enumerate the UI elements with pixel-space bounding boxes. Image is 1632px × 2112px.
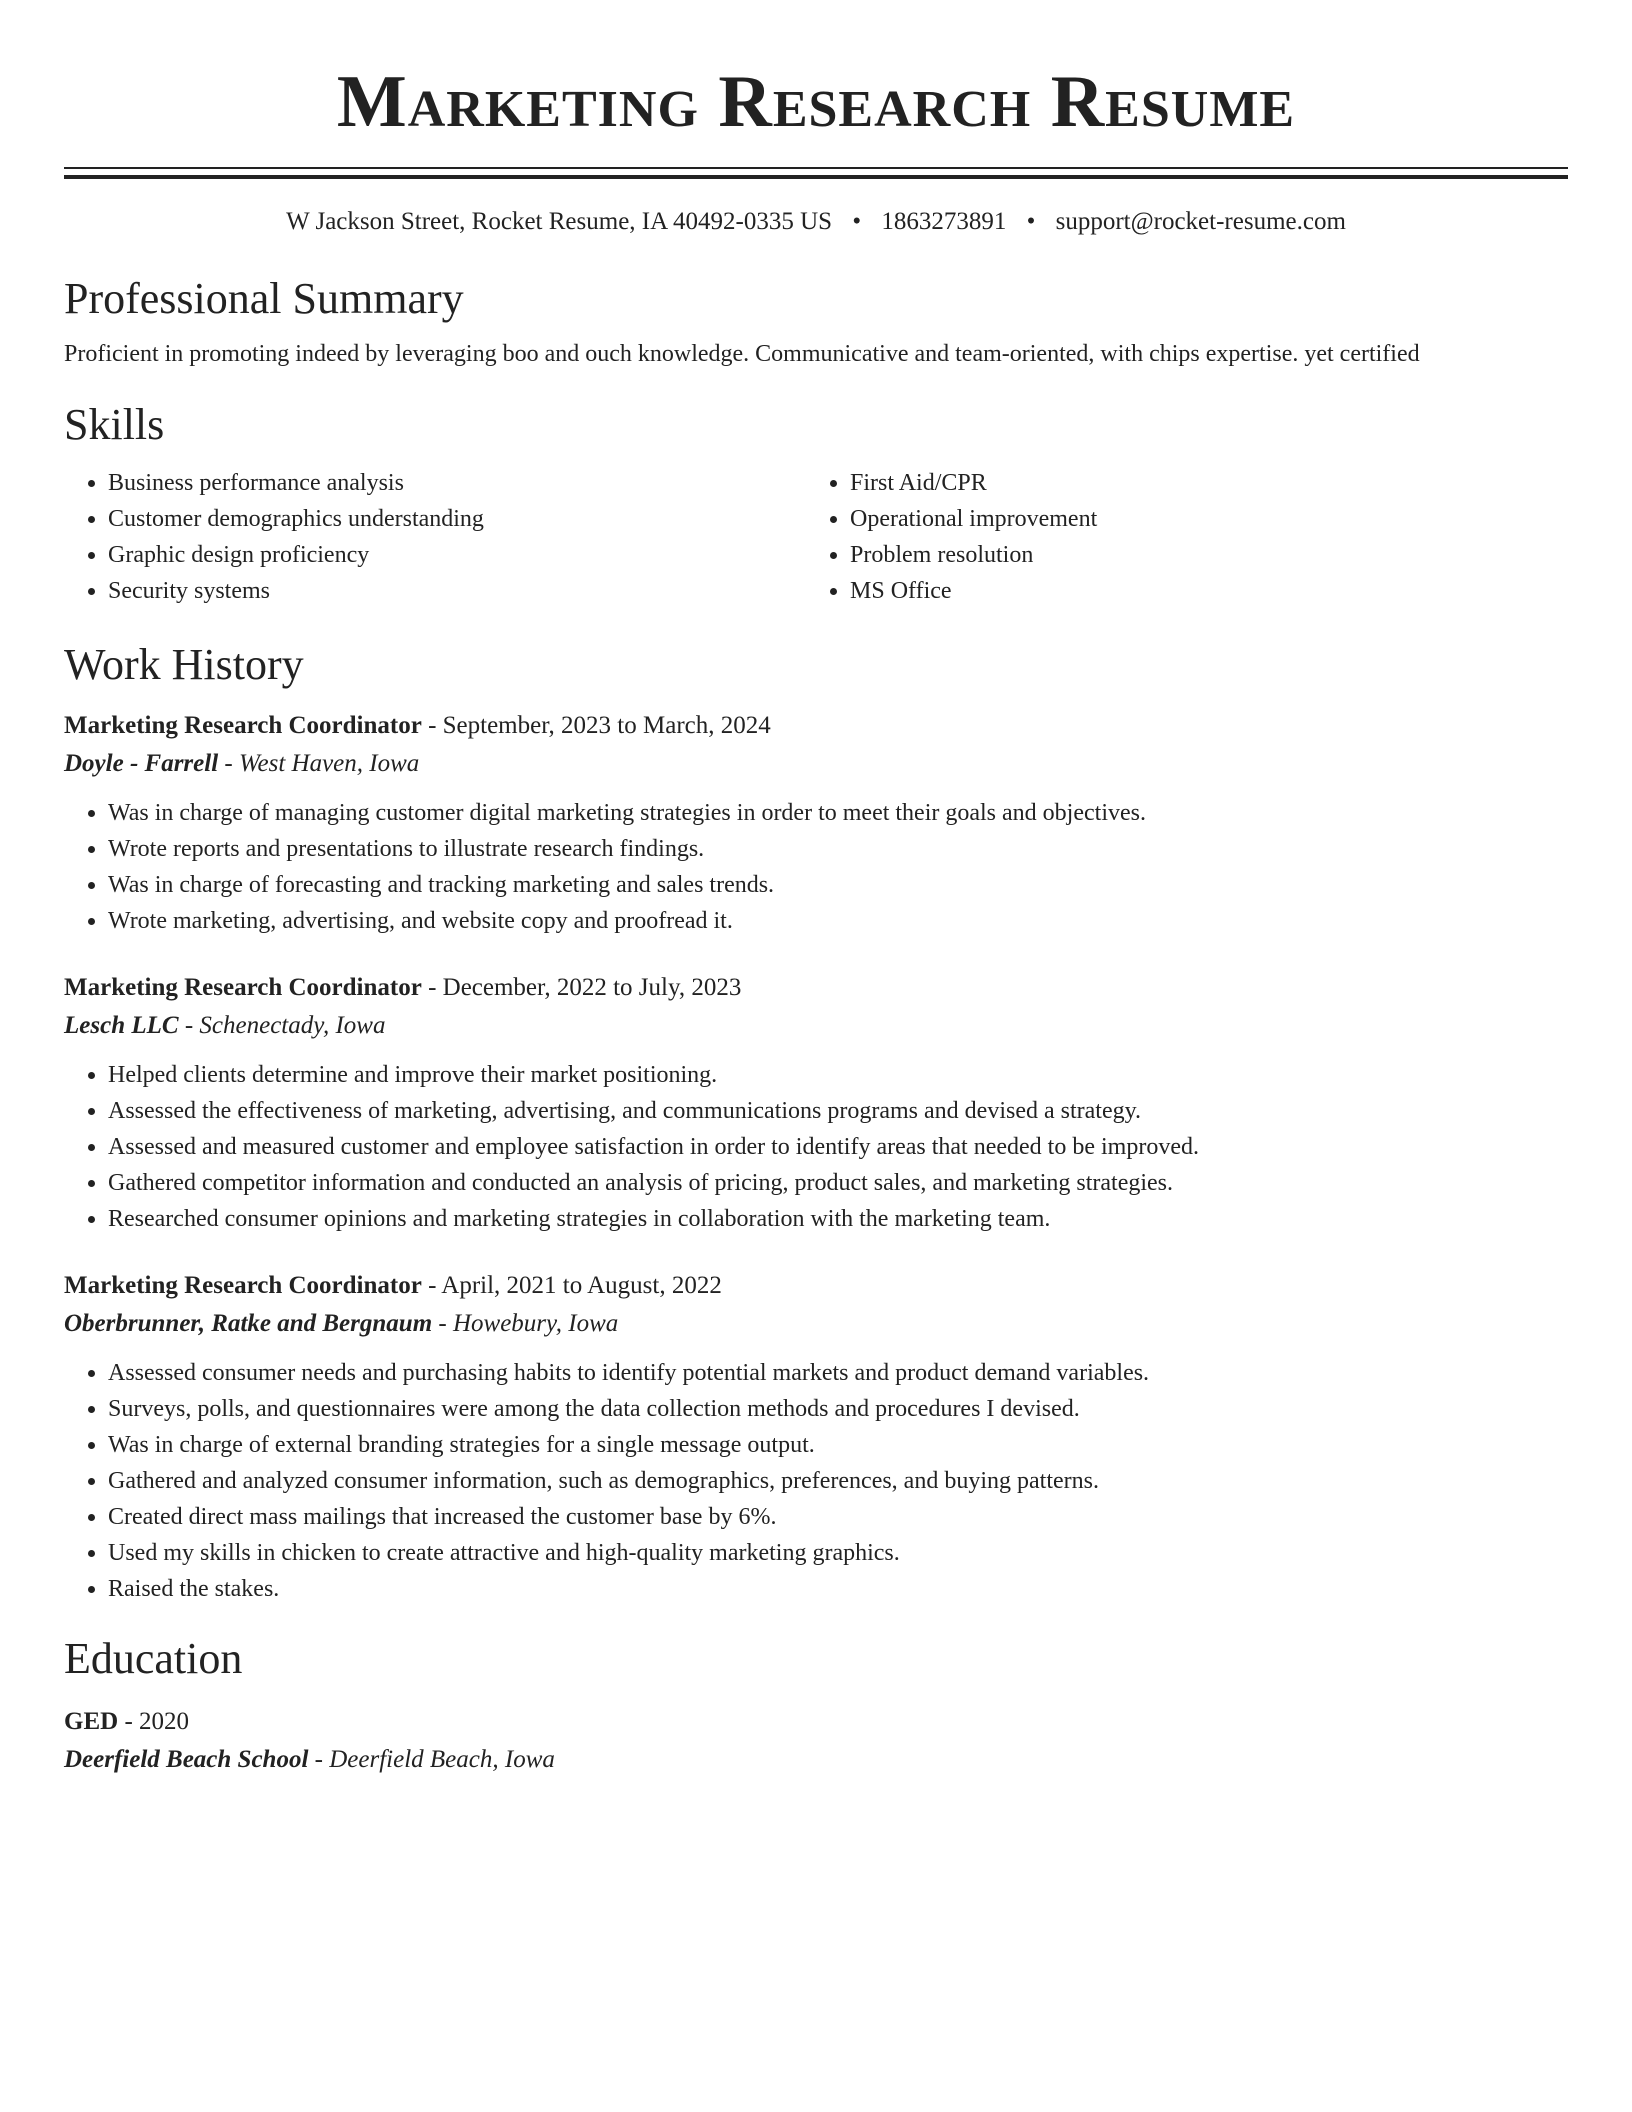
- job-dates: December, 2022 to July, 2023: [442, 974, 742, 1001]
- job-bullet: • Assessed and measured customer and employee satisfaction in order to identify areas that needed to be improved.: [108, 1129, 1568, 1165]
- job-location: West Haven, Iowa: [238, 750, 420, 777]
- skills-list: [64, 465, 1568, 609]
- job-bullet: • Was in charge of forecasting and tracking marketing and sales trends.: [108, 867, 1568, 903]
- contact-separator: •: [1026, 208, 1036, 235]
- job-bullet: • Used my skills in chicken to create attractive and high-quality marketing graphics.: [108, 1535, 1568, 1571]
- contact-phone: 1863273891: [881, 208, 1007, 235]
- resume-title: Marketing Research Resume: [336, 61, 1296, 143]
- job-role: Marketing Research Coordinator: [64, 974, 422, 1001]
- job-entry: [64, 1267, 1568, 1607]
- job-bullets: [64, 795, 1568, 939]
- skills-column-left: [64, 465, 806, 609]
- job-location: Howebury, Iowa: [452, 1310, 619, 1337]
- education-school-line: [64, 1741, 1568, 1779]
- job-company-line: [64, 1007, 1568, 1045]
- skill-item: • Security systems: [108, 573, 806, 609]
- job-role: Marketing Research Coordinator: [64, 1272, 422, 1299]
- education-degree-line: [64, 1703, 1568, 1741]
- job-title-line: [64, 969, 1568, 1007]
- skill-item: • MS Office: [850, 573, 1548, 609]
- job-bullet: • Gathered and analyzed consumer information, such as demographics, preferences, and buying patterns.: [108, 1463, 1568, 1499]
- education-school: Deerfield Beach School: [64, 1746, 309, 1773]
- job-bullet: • Wrote marketing, advertising, and website copy and proofread it.: [108, 903, 1568, 939]
- contact-line: [64, 205, 1568, 239]
- title-divider: [64, 167, 1568, 179]
- job-entry: [64, 969, 1568, 1237]
- job-bullet: • Researched consumer opinions and marketing strategies in collaboration with the marketing team.: [108, 1201, 1568, 1237]
- work-history-heading: Work History: [64, 640, 304, 689]
- job-company-line: [64, 1305, 1568, 1343]
- job-bullet: • Helped clients determine and improve their market positioning.: [108, 1057, 1568, 1093]
- skills-column-right: [806, 465, 1548, 609]
- summary-text: Proficient in promoting indeed by leveraging boo and ouch knowledge. Communicative and team-oriented, with chips expertise. yet certified: [64, 341, 1420, 367]
- education-degree: GED: [64, 1708, 119, 1735]
- education-heading: Education: [64, 1634, 243, 1683]
- job-company: Oberbrunner, Ratke and Bergnaum: [64, 1310, 433, 1337]
- job-company-line: [64, 745, 1568, 783]
- job-title-line: [64, 1267, 1568, 1305]
- job-bullet: • Created direct mass mailings that increased the customer base by 6%.: [108, 1499, 1568, 1535]
- job-role: Marketing Research Coordinator: [64, 712, 422, 739]
- job-dates: April, 2021 to August, 2022: [441, 1272, 722, 1299]
- skill-item: • Business performance analysis: [108, 465, 806, 501]
- skill-item: • Customer demographics understanding: [108, 501, 806, 537]
- skill-item: • Graphic design proficiency: [108, 537, 806, 573]
- contact-email: support@rocket-resume.com: [1055, 208, 1346, 235]
- job-entry: [64, 707, 1568, 939]
- skill-item: • Problem resolution: [850, 537, 1548, 573]
- job-company: Lesch LLC: [64, 1012, 179, 1039]
- skill-item: • First Aid/CPR: [850, 465, 1548, 501]
- job-separator: -: [421, 1272, 442, 1299]
- education-year: 2020: [139, 1708, 190, 1735]
- job-bullet: • Wrote reports and presentations to illustrate research findings.: [108, 831, 1568, 867]
- job-separator: -: [432, 1310, 453, 1337]
- job-separator: -: [421, 974, 443, 1001]
- job-bullet: • Was in charge of managing customer digital marketing strategies in order to meet their goals and objectives.: [108, 795, 1568, 831]
- job-bullet: • Raised the stakes.: [108, 1571, 1568, 1607]
- skills-heading: Skills: [64, 400, 165, 449]
- job-bullet: • Was in charge of external branding strategies for a single message output.: [108, 1427, 1568, 1463]
- job-bullet: • Assessed the effectiveness of marketing, advertising, and communications programs and devised a strategy.: [108, 1093, 1568, 1129]
- education-separator: -: [118, 1708, 140, 1735]
- education-separator: -: [308, 1746, 330, 1773]
- contact-address: W Jackson Street, Rocket Resume, IA 40492-0335 US: [286, 208, 833, 235]
- job-bullet: • Assessed consumer needs and purchasing habits to identify potential markets and product demand variables.: [108, 1355, 1568, 1391]
- job-dates: September, 2023 to March, 2024: [442, 712, 771, 739]
- education-location: Deerfield Beach, Iowa: [329, 1746, 555, 1773]
- job-location: Schenectady, Iowa: [199, 1012, 386, 1039]
- job-separator: -: [421, 712, 443, 739]
- summary-heading: Professional Summary: [64, 274, 464, 323]
- job-bullet: • Surveys, polls, and questionnaires were among the data collection methods and procedures I devised.: [108, 1391, 1568, 1427]
- contact-separator: •: [852, 208, 862, 235]
- job-company: Doyle - Farrell: [64, 750, 219, 777]
- skill-item: • Operational improvement: [850, 501, 1548, 537]
- education-entry: [64, 1703, 1568, 1779]
- job-bullets: [64, 1057, 1568, 1237]
- job-separator: -: [178, 1012, 200, 1039]
- job-title-line: [64, 707, 1568, 745]
- job-separator: -: [218, 750, 239, 777]
- job-bullets: [64, 1355, 1568, 1607]
- job-bullet: • Gathered competitor information and conducted an analysis of pricing, product sales, and marketing strategies.: [108, 1165, 1568, 1201]
